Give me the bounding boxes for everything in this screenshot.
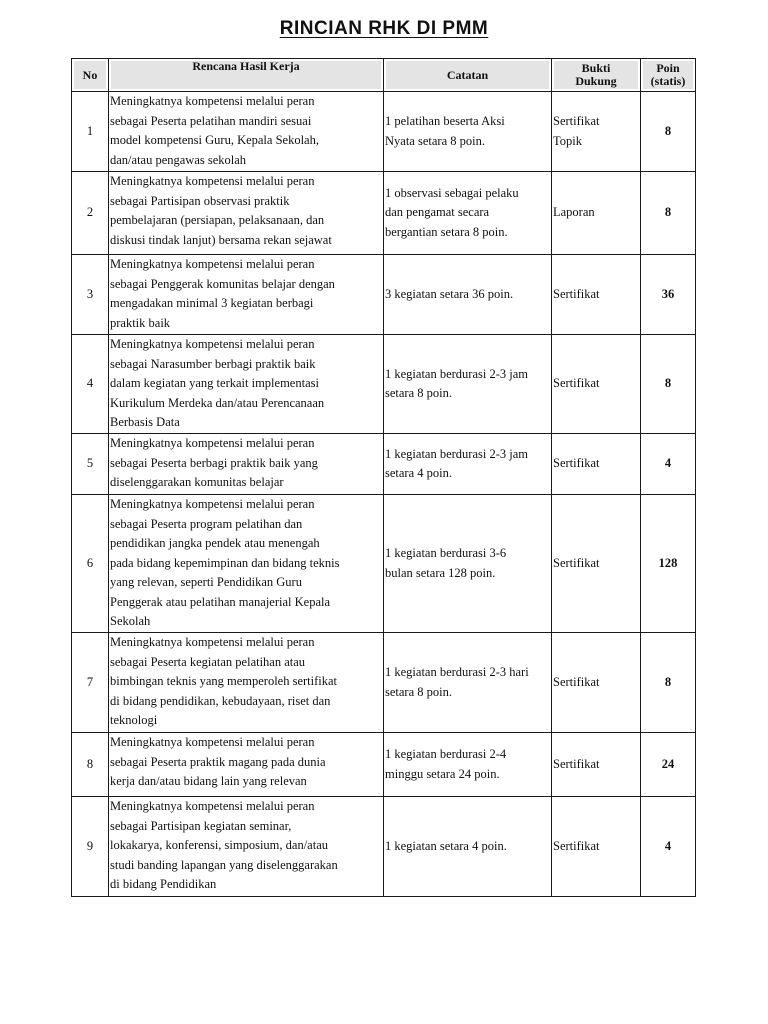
table-row (72, 172, 696, 255)
rhk-table (71, 58, 696, 897)
row-number: 4 (72, 335, 109, 434)
bukti-line: Sertifikat (553, 114, 600, 128)
header-poin (641, 59, 696, 92)
rhk-line: Meningkatnya kompetensi melalui peran (110, 174, 315, 188)
bukti-line: Sertifikat (553, 456, 600, 471)
poin-cell: 36 (641, 255, 696, 335)
catatan-line: 1 kegiatan berdurasi 2-3 jam (385, 446, 529, 461)
rhk-line: sebagai Narasumber berbagi praktik baik (110, 356, 316, 371)
catatan-line: 1 observasi sebagai pelaku (385, 185, 519, 200)
row-number: 8 (72, 733, 109, 797)
rhk-line: Meningkatnya kompetensi melalui peran (110, 735, 315, 749)
header-poin-line2: (statis) (650, 74, 686, 88)
rencana-hasil-kerja-cell (109, 335, 384, 434)
rhk-line: Sekolah (110, 614, 151, 628)
rhk-line: mengadakan minimal 3 kegiatan berbagi (110, 296, 314, 310)
header-rhk: Rencana Hasil Kerja (109, 59, 384, 92)
catatan-line: dan pengamat secara (385, 205, 490, 220)
bukti-line: Sertifikat (553, 286, 600, 301)
rhk-line: Meningkatnya kompetensi melalui peran (110, 257, 315, 271)
catatan-line: 3 kegiatan setara 36 poin. (385, 286, 514, 301)
rhk-line: pendidikan jangka pendek atau menengah (110, 536, 320, 550)
table-row (72, 797, 696, 897)
rhk-line: sebagai Peserta kegiatan pelatihan atau (110, 654, 306, 669)
catatan-line: 1 kegiatan berdurasi 2-3 jam (385, 366, 529, 381)
header-no: No (72, 59, 109, 92)
catatan-line: 1 kegiatan setara 4 poin. (385, 838, 507, 853)
catatan-line: bulan setara 128 poin. (385, 565, 496, 580)
rhk-line: teknologi (110, 713, 158, 727)
bukti-line: Sertifikat (553, 756, 600, 771)
rhk-line: Meningkatnya kompetensi melalui peran (110, 94, 315, 108)
poin-cell: 4 (641, 797, 696, 897)
catatan-line: bergantian setara 8 poin. (385, 224, 508, 239)
catatan-line: minggu setara 24 poin. (385, 766, 500, 781)
poin-cell: 8 (641, 92, 696, 172)
rencana-hasil-kerja-cell (109, 733, 384, 797)
poin-cell: 8 (641, 633, 696, 733)
rhk-line: diselenggarakan komunitas belajar (110, 475, 284, 489)
rhk-line: Kurikulum Merdeka dan/atau Perencanaan (110, 395, 325, 410)
poin-cell: 128 (641, 495, 696, 633)
table-row (72, 92, 696, 172)
table-row (72, 255, 696, 335)
rhk-line: Meningkatnya kompetensi melalui peran (110, 436, 315, 450)
catatan-cell (384, 335, 552, 434)
rhk-line: Penggerak atau pelatihan manajerial Kepala (110, 594, 331, 609)
rhk-line: sebagai Partisipan kegiatan seminar, (110, 818, 292, 833)
rhk-line: bimbingan teknis yang memperoleh sertifikat (110, 674, 338, 688)
rhk-line: Meningkatnya kompetensi melalui peran (110, 799, 315, 813)
bukti-line: Sertifikat (553, 555, 600, 570)
catatan-cell (384, 797, 552, 897)
header-catatan: Catatan (384, 59, 552, 92)
rhk-line: studi banding lapangan yang diselenggarakan (110, 857, 338, 872)
rencana-hasil-kerja-cell (109, 255, 384, 335)
bukti-line: Sertifikat (553, 674, 600, 689)
poin-cell: 8 (641, 172, 696, 255)
header-poin-line1: Poin (656, 61, 680, 75)
page-title-text: RINCIAN RHK DI PMM (279, 18, 489, 39)
catatan-line: setara 8 poin. (385, 386, 452, 400)
poin-cell: 8 (641, 335, 696, 434)
header-bukti-line2: Dukung (575, 74, 617, 88)
catatan-cell (384, 733, 552, 797)
rhk-line: dan/atau pengawas sekolah (110, 152, 247, 167)
bukti-dukung-cell (552, 255, 641, 335)
table-row (72, 335, 696, 434)
catatan-line: setara 8 poin. (385, 684, 452, 699)
catatan-cell (384, 172, 552, 255)
bukti-line: Laporan (553, 205, 595, 220)
catatan-line: 1 kegiatan berdurasi 2-3 hari (385, 665, 529, 679)
rhk-line: di bidang pendidikan, kebudayaan, riset dan (110, 693, 331, 708)
rhk-line: Berbasis Data (110, 415, 180, 429)
rhk-line: Meningkatnya kompetensi melalui peran (110, 635, 315, 649)
bukti-line: Topik (553, 133, 582, 148)
rhk-line: lokakarya, konferensi, simposium, dan/atau (110, 838, 328, 852)
catatan-line: 1 pelatihan beserta Aksi (385, 114, 505, 128)
rencana-hasil-kerja-cell (109, 797, 384, 897)
rhk-line: praktik baik (110, 315, 171, 330)
catatan-cell (384, 92, 552, 172)
table-row (72, 434, 696, 495)
rhk-line: sebagai Peserta program pelatihan dan (110, 516, 303, 531)
header-bukti-dukung (552, 59, 641, 92)
row-number: 5 (72, 434, 109, 495)
rhk-line: diskusi tindak lanjut) bersama rekan sejawat (110, 232, 332, 247)
rencana-hasil-kerja-cell (109, 172, 384, 255)
page-title (0, 18, 768, 40)
rhk-line: Meningkatnya kompetensi melalui peran (110, 337, 315, 351)
rencana-hasil-kerja-cell (109, 633, 384, 733)
bukti-dukung-cell (552, 797, 641, 897)
bukti-dukung-cell (552, 495, 641, 633)
rhk-line: kerja dan/atau bidang lain yang relevan (110, 774, 307, 788)
catatan-cell (384, 495, 552, 633)
catatan-cell (384, 434, 552, 495)
row-number: 3 (72, 255, 109, 335)
row-number: 7 (72, 633, 109, 733)
poin-cell: 24 (641, 733, 696, 797)
rhk-line: di bidang Pendidikan (110, 877, 217, 891)
row-number: 6 (72, 495, 109, 633)
bukti-dukung-cell (552, 335, 641, 434)
rhk-line: dalam kegiatan yang terkait implementasi (110, 376, 319, 390)
bukti-dukung-cell (552, 733, 641, 797)
row-number: 9 (72, 797, 109, 897)
rhk-line: yang relevan, seperti Pendidikan Guru (110, 575, 302, 589)
catatan-line: 1 kegiatan berdurasi 2-4 (385, 747, 507, 761)
rhk-line: pembelajaran (persiapan, pelaksanaan, dan (110, 213, 325, 227)
bukti-dukung-cell (552, 172, 641, 255)
rhk-line: Meningkatnya kompetensi melalui peran (110, 497, 315, 511)
row-number: 1 (72, 92, 109, 172)
rhk-line: sebagai Peserta praktik magang pada dunia (110, 754, 326, 769)
poin-cell: 4 (641, 434, 696, 495)
catatan-cell (384, 255, 552, 335)
rhk-line: sebagai Penggerak komunitas belajar dengan (110, 276, 335, 291)
rhk-line: pada bidang kepemimpinan dan bidang teknis (110, 555, 340, 570)
rhk-line: sebagai Partisipan observasi praktik (110, 193, 290, 208)
table-row (72, 495, 696, 633)
table-header-row (72, 59, 696, 92)
bukti-line: Sertifikat (553, 838, 600, 853)
catatan-line: 1 kegiatan berdurasi 3-6 (385, 546, 507, 560)
rencana-hasil-kerja-cell (109, 434, 384, 495)
catatan-line: Nyata setara 8 poin. (385, 133, 485, 148)
bukti-dukung-cell (552, 92, 641, 172)
rhk-line: model kompetensi Guru, Kepala Sekolah, (110, 133, 319, 147)
rhk-line: sebagai Peserta berbagi praktik baik yang (110, 455, 318, 470)
header-bukti-line1: Bukti (581, 61, 611, 75)
bukti-line: Sertifikat (553, 376, 600, 391)
catatan-cell (384, 633, 552, 733)
rencana-hasil-kerja-cell (109, 92, 384, 172)
catatan-line: setara 4 poin. (385, 466, 452, 480)
rencana-hasil-kerja-cell (109, 495, 384, 633)
table-row (72, 633, 696, 733)
bukti-dukung-cell (552, 633, 641, 733)
bukti-dukung-cell (552, 434, 641, 495)
rhk-line: sebagai Peserta pelatihan mandiri sesuai (110, 113, 312, 128)
table-row (72, 733, 696, 797)
row-number: 2 (72, 172, 109, 255)
